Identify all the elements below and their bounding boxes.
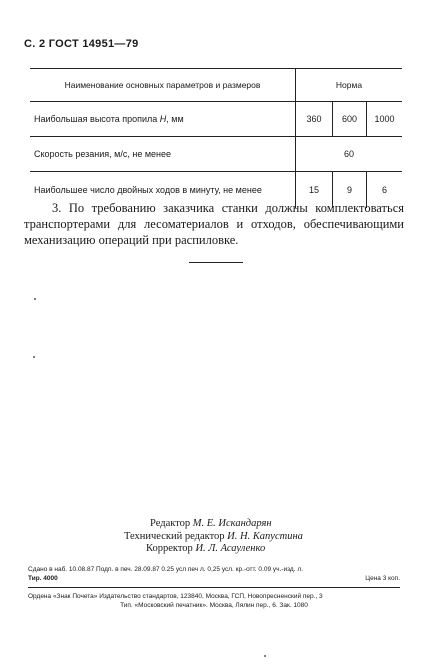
table-header-row — [30, 69, 402, 102]
column-header-name: Наименование основных параметров и размеров — [30, 69, 296, 102]
row-value: 1000 — [367, 102, 403, 137]
imprint-text: Тир. 4000 — [28, 574, 58, 582]
table-row — [30, 137, 402, 172]
imprint-block — [28, 566, 400, 610]
row-value: 600 — [333, 102, 367, 137]
speck — [264, 655, 266, 657]
row-param: Наибольшее число двойных ходов в минуту, не менее — [34, 185, 262, 195]
paragraph-3: 3. По требованию заказчика станки должны комплектоваться транспортерами для лесоматериалов и отходов, обеспечивающими механизацию операций при распиловке. — [24, 201, 404, 247]
row-param-text: Наибольшая высота пропила — [34, 114, 158, 124]
imprint-text: Тип. «Московский печатник». Москва, Лялин пер., 6. Зак. 1080 — [120, 601, 308, 609]
credit-role: Корректор — [146, 543, 193, 554]
row-param-variable: H — [159, 114, 167, 124]
speck — [34, 298, 36, 300]
imprint-line — [28, 602, 400, 611]
row-value: 60 — [296, 137, 403, 172]
separator-rule — [189, 262, 243, 263]
parameters-table — [30, 68, 402, 208]
imprint-line — [28, 593, 400, 602]
credit-name: И. Н. Капустина — [227, 530, 303, 542]
imprint-text: Ордена «Знак Почета» Издательство стандартов, 123840, Москва, ГСП, Новопресненский пер., 3 — [28, 593, 323, 600]
imprint-price: Цена 3 коп. — [365, 574, 400, 582]
credit-name: М. Е. Искандарян — [192, 518, 272, 529]
row-param: Скорость резания, м/с, не менее — [30, 137, 296, 172]
credits-block — [124, 518, 303, 556]
speck — [33, 356, 35, 358]
row-param — [30, 102, 296, 137]
imprint-line — [28, 566, 400, 575]
row-value: 15 — [296, 172, 333, 209]
row-param-unit: , мм — [166, 114, 184, 124]
imprint-line — [28, 575, 400, 584]
credit-role: Технический редактор — [124, 530, 225, 542]
imprint-separator — [28, 587, 400, 588]
row-value: 360 — [296, 102, 333, 137]
credit-name: И. Л. Асауленко — [195, 543, 266, 554]
row-value: 6 — [367, 172, 403, 209]
credit-tech-editor — [124, 531, 303, 544]
credit-role: Редактор — [150, 518, 191, 529]
table-row — [30, 102, 402, 137]
row-value: 9 — [333, 172, 367, 209]
column-header-norm: Норма — [296, 69, 403, 102]
credit-editor — [124, 518, 303, 531]
page-header: С. 2 ГОСТ 14951—79 — [24, 38, 139, 50]
imprint-text: Сдано в наб. 10.08.87 Подп. в печ. 28.09.87 0.25 усл печ л. 0,25 усл. кр.-отт. 0.09 уч.-изд. л. — [28, 566, 303, 573]
credit-corrector — [124, 543, 303, 556]
